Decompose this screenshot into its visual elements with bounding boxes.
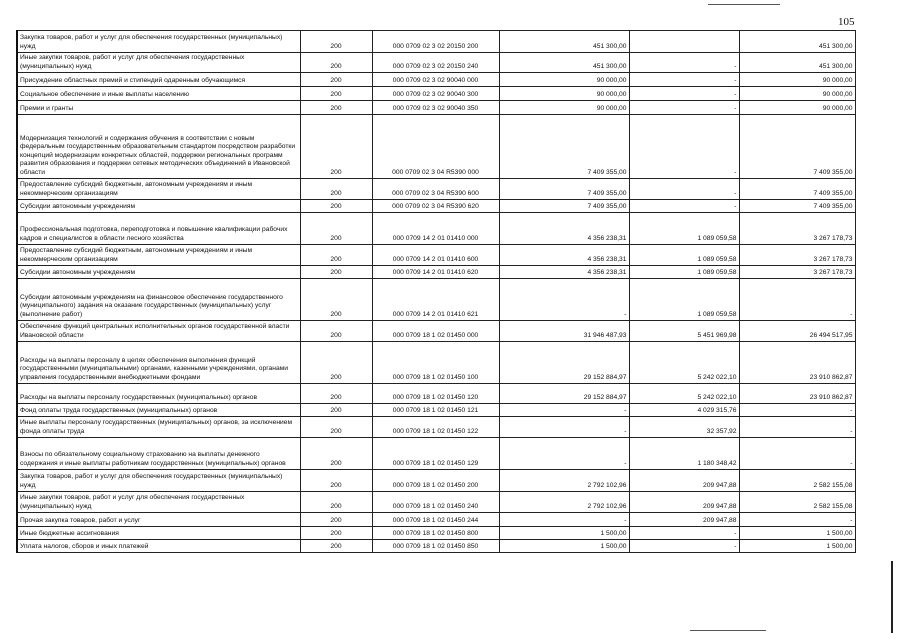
row-name: Модернизация технологий и содержания обучения в соответствии с новым федеральным государственным образовательным стандартом посредством разработки концепций модернизации конкретных областей, поддержки региональных программ развития образования и поддержки сетевых методических объединений в Ивановской области (17, 115, 300, 179)
row-executed: - (629, 101, 739, 115)
row-line-code: 200 (300, 245, 372, 266)
row-executed: 209 947,88 (629, 492, 739, 513)
row-remainder: 26 494 517,95 (739, 321, 855, 342)
table-row (17, 179, 855, 200)
row-line-code: 200 (300, 404, 372, 417)
row-remainder: 7 409 355,00 (739, 200, 855, 213)
row-name: Предоставление субсидий бюджетным, автономным учреждениям и иным некоммерческим организациям (17, 179, 300, 200)
row-line-code: 200 (300, 31, 372, 53)
row-budget-code: 000 0709 14 2 01 01410 621 (372, 279, 499, 321)
table-row (17, 492, 855, 513)
row-line-code: 200 (300, 53, 372, 73)
row-budget-code: 000 0709 18 1 02 01450 244 (372, 513, 499, 527)
row-approved: 7 409 355,00 (499, 115, 629, 179)
row-approved: 90 000,00 (499, 73, 629, 87)
row-remainder: 90 000,00 (739, 101, 855, 115)
row-remainder: 3 267 178,73 (739, 213, 855, 245)
row-budget-code: 000 0709 14 2 01 01410 620 (372, 266, 499, 279)
row-remainder: 90 000,00 (739, 73, 855, 87)
row-line-code: 200 (300, 279, 372, 321)
row-name: Иные закупки товаров, работ и услуг для обеспечения государственных (муниципальных) нужд (17, 53, 300, 73)
row-approved: 451 300,00 (499, 31, 629, 53)
row-name: Субсидии автономным учреждениям (17, 200, 300, 213)
table-row (17, 266, 855, 279)
row-remainder: 23 910 862,87 (739, 342, 855, 384)
row-approved: - (499, 513, 629, 527)
table-row (17, 438, 855, 470)
table-row (17, 213, 855, 245)
row-approved: 29 152 884,97 (499, 342, 629, 384)
row-executed: - (629, 87, 739, 101)
row-name: Закупка товаров, работ и услуг для обеспечения государственных (муниципальных) нужд (17, 470, 300, 492)
row-approved: 90 000,00 (499, 101, 629, 115)
row-line-code: 200 (300, 115, 372, 179)
row-remainder: - (739, 417, 855, 438)
row-line-code: 200 (300, 73, 372, 87)
budget-execution-table (16, 30, 856, 553)
row-name: Фонд оплаты труда государственных (муниципальных) органов (17, 404, 300, 417)
row-budget-code: 000 0709 18 1 02 01450 240 (372, 492, 499, 513)
row-approved: 1 500,00 (499, 527, 629, 540)
table-row (17, 470, 855, 492)
row-remainder: 3 267 178,73 (739, 266, 855, 279)
row-name: Иные закупки товаров, работ и услуг для обеспечения государственных (муниципальных) нужд (17, 492, 300, 513)
row-budget-code: 000 0709 18 1 02 01450 120 (372, 384, 499, 404)
row-executed: 5 451 969,98 (629, 321, 739, 342)
table-row (17, 342, 855, 384)
row-executed: - (629, 527, 739, 540)
row-budget-code: 000 0709 14 2 01 01410 000 (372, 213, 499, 245)
row-approved: 7 409 355,00 (499, 200, 629, 213)
row-line-code: 200 (300, 179, 372, 200)
row-line-code: 200 (300, 101, 372, 115)
row-budget-code: 000 0709 18 1 02 01450 800 (372, 527, 499, 540)
row-approved: 2 792 102,96 (499, 470, 629, 492)
row-executed (629, 31, 739, 53)
table-row (17, 513, 855, 527)
row-approved: 29 152 884,97 (499, 384, 629, 404)
row-executed: 32 357,92 (629, 417, 739, 438)
row-name: Иные бюджетные ассигнования (17, 527, 300, 540)
row-budget-code: 000 0709 02 3 02 90040 350 (372, 101, 499, 115)
row-name: Присуждение областных премий и стипендий одаренным обучающимся (17, 73, 300, 87)
row-remainder: - (739, 404, 855, 417)
row-executed: 209 947,88 (629, 513, 739, 527)
row-executed: - (629, 179, 739, 200)
row-approved: 4 356 238,31 (499, 213, 629, 245)
row-line-code: 200 (300, 87, 372, 101)
row-line-code: 200 (300, 342, 372, 384)
row-remainder: 7 409 355,00 (739, 115, 855, 179)
row-remainder: 3 267 178,73 (739, 245, 855, 266)
row-executed: - (629, 540, 739, 553)
row-budget-code: 000 0709 18 1 02 01450 122 (372, 417, 499, 438)
table-row (17, 417, 855, 438)
row-budget-code: 000 0709 18 1 02 01450 850 (372, 540, 499, 553)
row-approved: 90 000,00 (499, 87, 629, 101)
row-approved: 451 300,00 (499, 53, 629, 73)
row-remainder: 451 300,00 (739, 53, 855, 73)
row-name: Предоставление субсидий бюджетным, автономным учреждениям и иным некоммерческим организациям (17, 245, 300, 266)
row-remainder: 90 000,00 (739, 87, 855, 101)
row-name: Иные выплаты персоналу государственных (муниципальных) органов, за исключением фонда оплаты труда (17, 417, 300, 438)
row-line-code: 200 (300, 321, 372, 342)
bottom-rule (690, 630, 766, 631)
row-line-code: 200 (300, 417, 372, 438)
row-budget-code: 000 0709 02 3 02 90040 300 (372, 87, 499, 101)
row-budget-code: 000 0709 02 3 02 20150 240 (372, 53, 499, 73)
row-remainder: 2 582 155,08 (739, 492, 855, 513)
table-row (17, 53, 855, 73)
row-approved: 4 356 238,31 (499, 245, 629, 266)
row-line-code: 200 (300, 470, 372, 492)
row-remainder: 451 300,00 (739, 31, 855, 53)
row-line-code: 200 (300, 513, 372, 527)
row-line-code: 200 (300, 384, 372, 404)
table-row (17, 31, 855, 53)
row-approved: - (499, 279, 629, 321)
row-name: Взносы по обязательному социальному страхованию на выплаты денежного содержания и иные выплаты работникам государственных (муниципальных) органов (17, 438, 300, 470)
row-remainder: 2 582 155,08 (739, 470, 855, 492)
row-name: Субсидии автономным учреждениям (17, 266, 300, 279)
row-line-code: 200 (300, 200, 372, 213)
row-approved: 2 792 102,96 (499, 492, 629, 513)
row-executed: 1 089 059,58 (629, 245, 739, 266)
row-remainder: - (739, 279, 855, 321)
row-executed: 1 089 059,58 (629, 279, 739, 321)
row-name: Социальное обеспечение и иные выплаты населению (17, 87, 300, 101)
row-line-code: 200 (300, 213, 372, 245)
row-name: Прочая закупка товаров, работ и услуг (17, 513, 300, 527)
row-remainder: 1 500,00 (739, 527, 855, 540)
row-budget-code: 000 0709 02 3 02 90040 000 (372, 73, 499, 87)
row-line-code: 200 (300, 438, 372, 470)
row-approved: 7 409 355,00 (499, 179, 629, 200)
table-row (17, 527, 855, 540)
row-line-code: 200 (300, 492, 372, 513)
row-budget-code: 000 0709 02 3 02 20150 200 (372, 31, 499, 53)
row-budget-code: 000 0709 14 2 01 01410 600 (372, 245, 499, 266)
row-executed: 1 180 348,42 (629, 438, 739, 470)
table-row (17, 404, 855, 417)
row-line-code: 200 (300, 540, 372, 553)
row-budget-code: 000 0709 18 1 02 01450 200 (372, 470, 499, 492)
row-name: Уплата налогов, сборов и иных платежей (17, 540, 300, 553)
table-row (17, 321, 855, 342)
row-executed: 4 029 315,76 (629, 404, 739, 417)
row-remainder: 7 409 355,00 (739, 179, 855, 200)
row-budget-code: 000 0709 02 3 04 R5390 000 (372, 115, 499, 179)
row-name: Премии и гранты (17, 101, 300, 115)
top-rule (708, 4, 780, 5)
row-remainder: - (739, 438, 855, 470)
row-line-code: 200 (300, 266, 372, 279)
page-number: 105 (838, 16, 855, 28)
table-row (17, 73, 855, 87)
row-approved: - (499, 438, 629, 470)
row-approved: - (499, 404, 629, 417)
margin-bar (891, 561, 893, 633)
row-executed: - (629, 73, 739, 87)
row-budget-code: 000 0709 02 3 04 R5390 600 (372, 179, 499, 200)
table-row (17, 540, 855, 553)
row-approved: 4 356 238,31 (499, 266, 629, 279)
row-name: Расходы на выплаты персоналу государственных (муниципальных) органов (17, 384, 300, 404)
row-executed: - (629, 115, 739, 179)
row-executed: - (629, 200, 739, 213)
table-row (17, 101, 855, 115)
row-name: Субсидии автономным учреждениям на финансовое обеспечение государственного (муниципального) задания на оказание государственных (муниципальных) услуг (выполнение работ) (17, 279, 300, 321)
row-budget-code: 000 0709 18 1 02 01450 129 (372, 438, 499, 470)
table-row (17, 279, 855, 321)
row-line-code: 200 (300, 527, 372, 540)
row-executed: 1 089 059,58 (629, 266, 739, 279)
row-approved: 31 946 487,93 (499, 321, 629, 342)
row-budget-code: 000 0709 02 3 04 R5390 620 (372, 200, 499, 213)
table-row (17, 200, 855, 213)
row-budget-code: 000 0709 18 1 02 01450 121 (372, 404, 499, 417)
row-name: Обеспечение функций центральных исполнительных органов государственной власти Ивановской области (17, 321, 300, 342)
table-row (17, 245, 855, 266)
row-remainder: 23 910 862,87 (739, 384, 855, 404)
row-executed: 1 089 059,58 (629, 213, 739, 245)
row-remainder: - (739, 513, 855, 527)
row-executed: 5 242 022,10 (629, 342, 739, 384)
table-row (17, 384, 855, 404)
row-executed: - (629, 53, 739, 73)
row-approved: 1 500,00 (499, 540, 629, 553)
row-name: Закупка товаров, работ и услуг для обеспечения государственных (муниципальных) нужд (17, 31, 300, 53)
table-row (17, 87, 855, 101)
row-budget-code: 000 0709 18 1 02 01450 100 (372, 342, 499, 384)
row-executed: 5 242 022,10 (629, 384, 739, 404)
row-name: Расходы на выплаты персоналу в целях обеспечения выполнения функций государственными (муниципальными) органами, казенными учреждениями, органами управления государственными внебюджетными фондами (17, 342, 300, 384)
row-approved: - (499, 417, 629, 438)
row-remainder: 1 500,00 (739, 540, 855, 553)
row-budget-code: 000 0709 18 1 02 01450 000 (372, 321, 499, 342)
row-name: Профессиональная подготовка, переподготовка и повышение квалификации рабочих кадров и специалистов в области лесного хозяйства (17, 213, 300, 245)
row-executed: 209 947,88 (629, 470, 739, 492)
table-row (17, 115, 855, 179)
